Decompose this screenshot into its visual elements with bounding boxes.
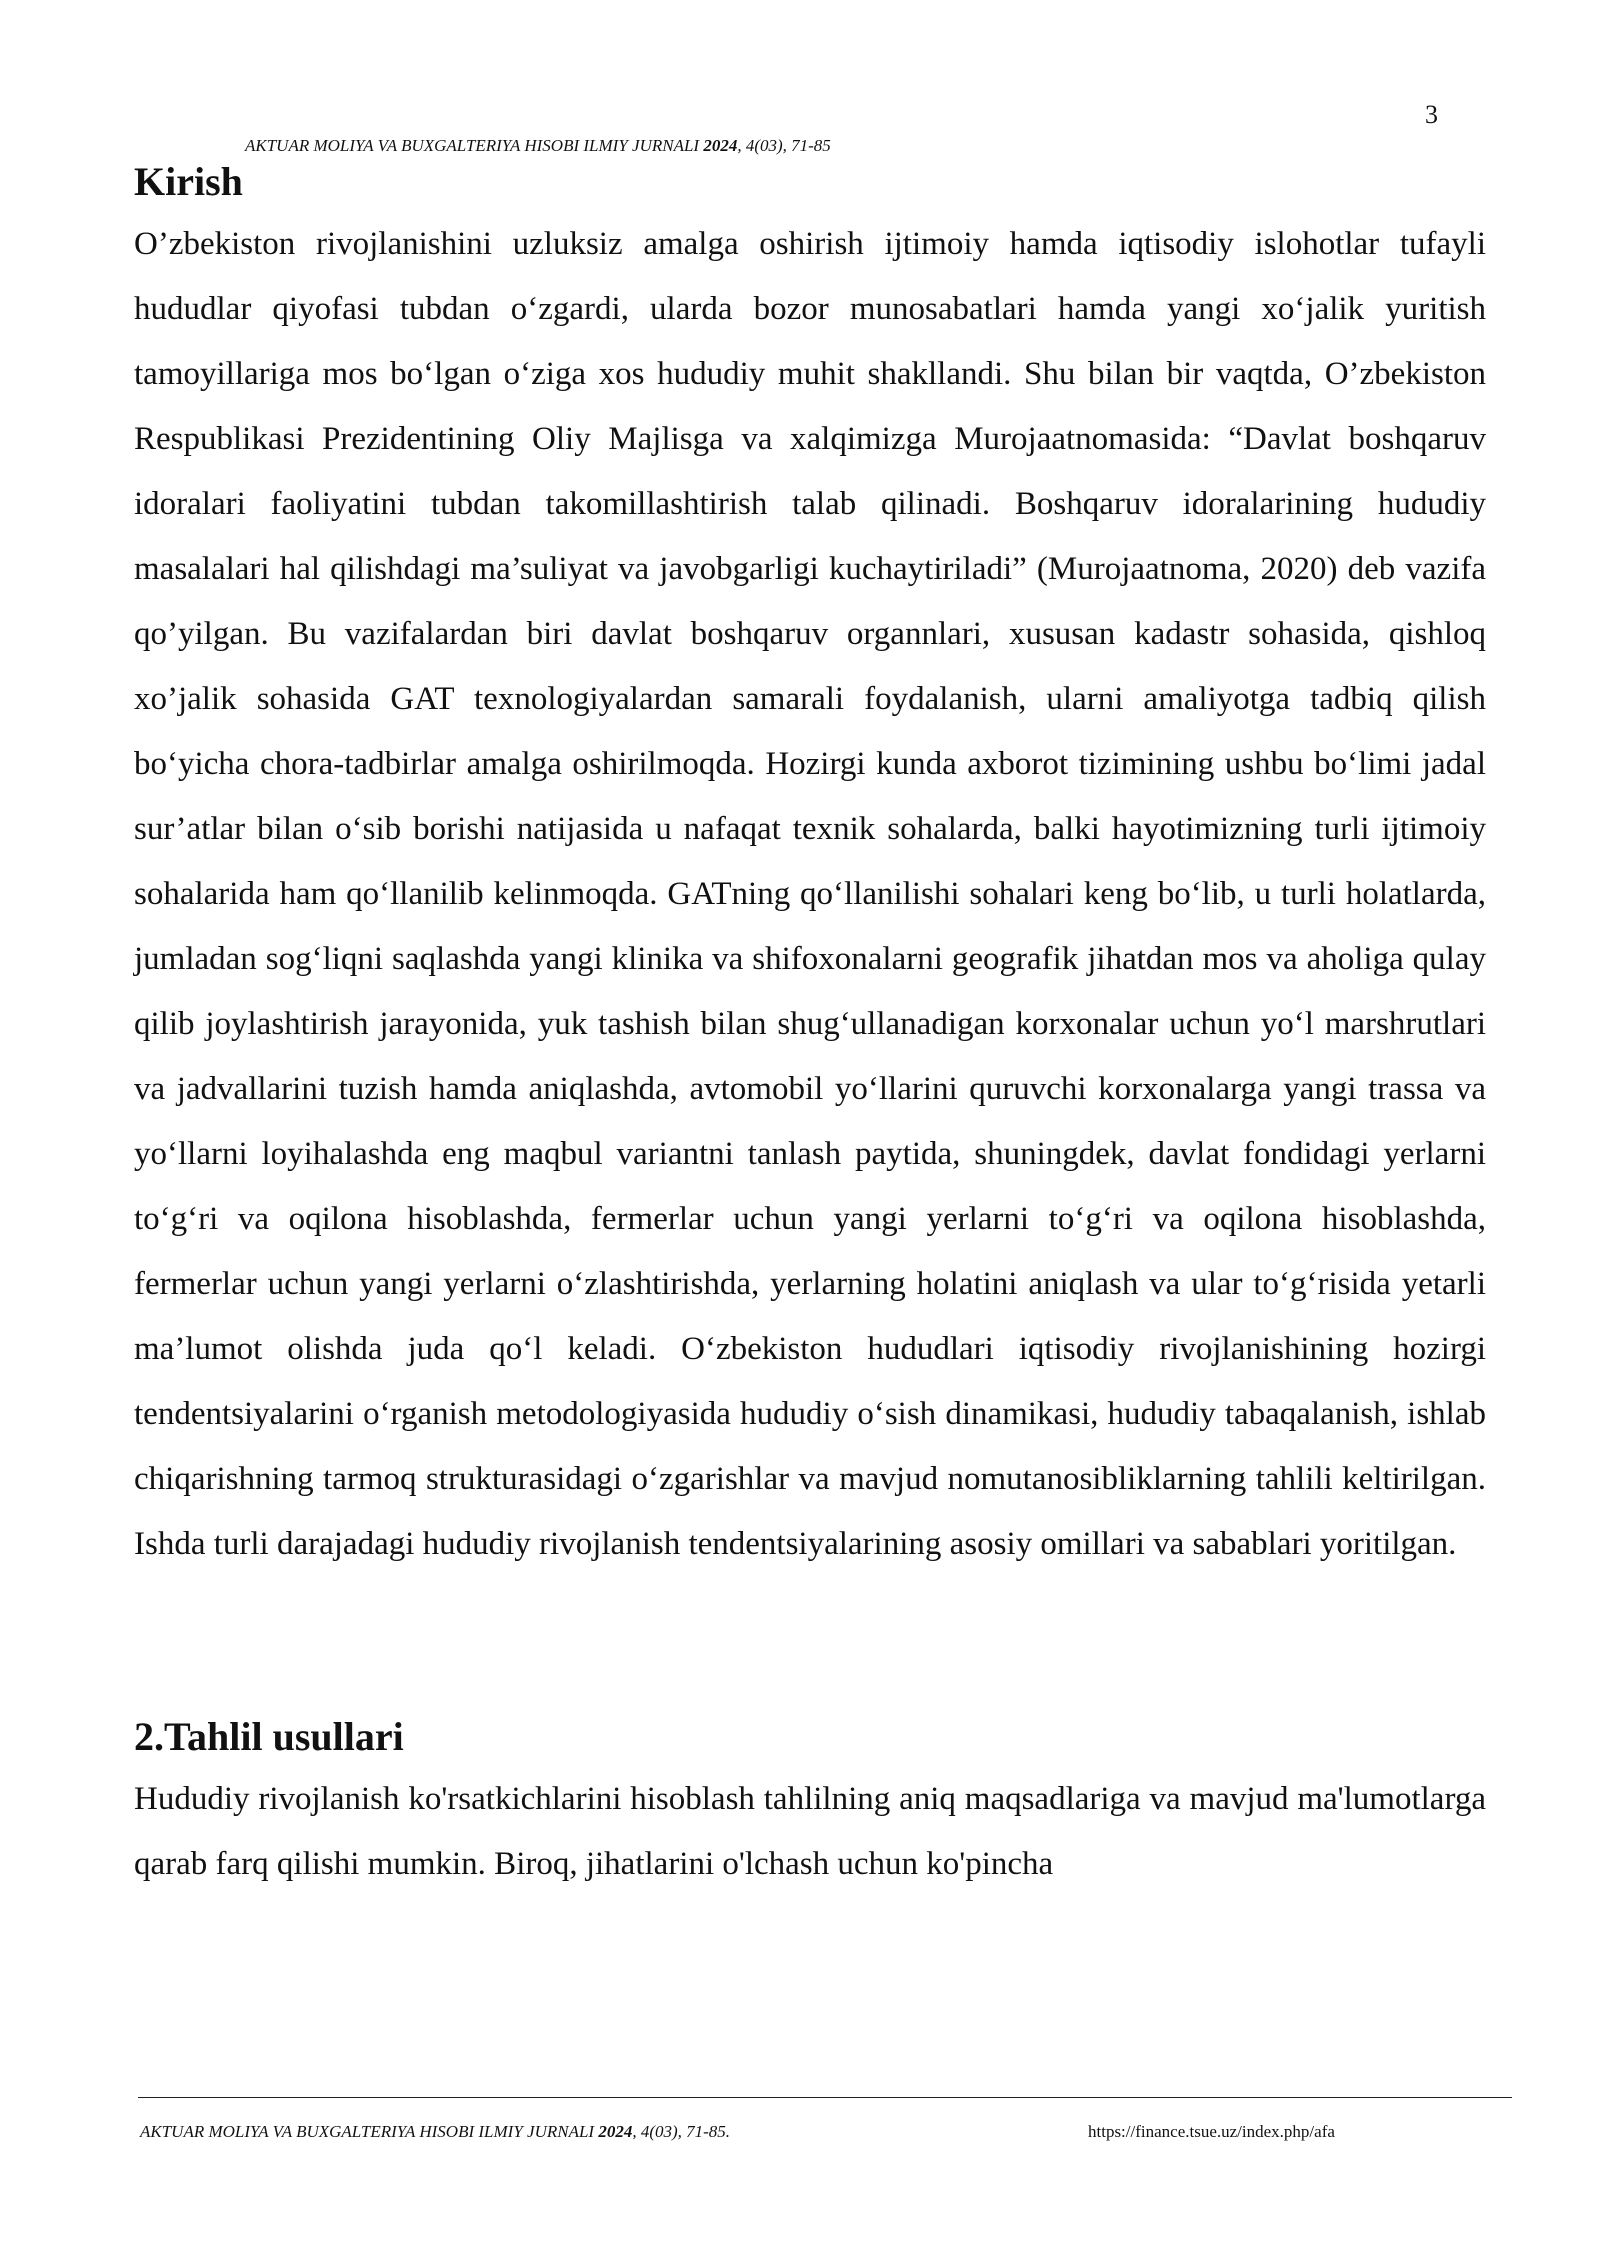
header-year: 2024: [703, 136, 738, 155]
section-heading-methods: 2.Tahlil usullari: [134, 1714, 404, 1759]
section-spacer: [134, 1577, 1486, 1707]
header-journal-name: AKTUAR MOLIYA VA BUXGALTERIYA HISOBI ILMIY JURNALI: [245, 136, 704, 155]
running-footer: [140, 2122, 730, 2142]
footer-divider: [138, 2097, 1512, 2098]
page-number: 3: [1425, 100, 1438, 129]
introduction-paragraph: O’zbekiston rivojlanishini uzluksiz amalga oshirish ijtimoiy hamda iqtisodiy islohotlar tufayli hududlar qiyofasi tubdan o‘zgardi, ularda bozor munosabatlari hamda yangi xo‘jalik yuritish tamoyillariga mos bo‘lgan o‘ziga xos hududiy muhit shakllandi. Shu bilan bir vaqtda, O’zbekiston Respublikasi Prezidentining Oliy Majlisga va xalqimizga Murojaatnomasida: “Davlat boshqaruv idoralari faoliyatini tubdan takomillashtirish talab qilinadi. Boshqaruv idoralarining hududiy masalalari hal qilishdagi ma’suliyat va javobgarligi kuchaytiriladi” (Murojaatnoma, 2020) deb vazifa qo’yilgan. Bu vazifalardan biri davlat boshqaruv organnlari, xususan kadastr sohasida, qishloq xo’jalik sohasida GAT texnologiyalardan samarali foydalanish, ularni amaliyotga tadbiq qilish bo‘yicha chora-tadbirlar amalga oshirilmoqda. Hozirgi kunda axborot tizimining ushbu bo‘limi jadal sur’atlar bilan o‘sib borishi natijasida u nafaqat texnik sohalarda, balki hayotimizning turli ijtimoiy sohalarida ham qo‘llanilib kelinmoqda. GATning qo‘llanilishi sohalari keng bo‘lib, u turli holatlarda, jumladan sog‘liqni saqlashda yangi klinika va shifoxonalarni geografik jihatdan mos va aholiga qulay qilib joylashtirish jarayonida, yuk tashish bilan shug‘ullanadigan korxonalar uchun yo‘l marshrutlari va jadvallarini tuzish hamda aniqlashda, avtomobil yo‘llarini quruvchi korxonalarga yangi trassa va yo‘llarni loyihalashda eng maqbul variantni tanlash paytida, shuningdek, davlat fondidagi yerlarni to‘g‘ri va oqilona hisoblashda, fermerlar uchun yangi yerlarni to‘g‘ri va oqilona hisoblashda, fermerlar uchun yangi yerlarni o‘zlashtirishda, yerlarning holatini aniqlash va ular to‘g‘risida yetarli ma’lumot olishda juda qo‘l keladi. O‘zbekiston hududlari iqtisodiy rivojlanishining hozirgi tendentsiyalarini o‘rganish metodologiyasida hududiy o‘sish dinamikasi, hududiy tabaqalanish, ishlab chiqarishning tarmoq strukturasidagi o‘zgarishlar va mavjud nomutanosibliklarning tahlili keltirilgan. Ishda turli darajadagi hududiy rivojlanish tendentsiyalarining asosiy omillari va sabablari yoritilgan.: [134, 226, 1486, 1562]
section-heading-introduction: Kirish: [134, 159, 243, 204]
header-issue: , 4(03), 71-85: [737, 136, 831, 155]
footer-url-link[interactable]: https://finance.tsue.uz/index.php/afa: [1088, 2122, 1335, 2141]
methods-paragraph: Hududiy rivojlanish ko'rsatkichlarini hisoblash tahlilning aniq maqsadlariga va mavjud ma'lumotlarga qarab farq qilishi mumkin. Biroq, jihatlarini o'lchash uchun ko'pincha: [134, 1781, 1486, 1882]
footer-year: 2024: [598, 2122, 633, 2141]
footer-issue: , 4(03), 71-85.: [632, 2122, 731, 2141]
footer-journal-name: AKTUAR MOLIYA VA BUXGALTERIYA HISOBI ILMIY JURNALI: [140, 2122, 599, 2141]
article-body: [134, 152, 1486, 1897]
